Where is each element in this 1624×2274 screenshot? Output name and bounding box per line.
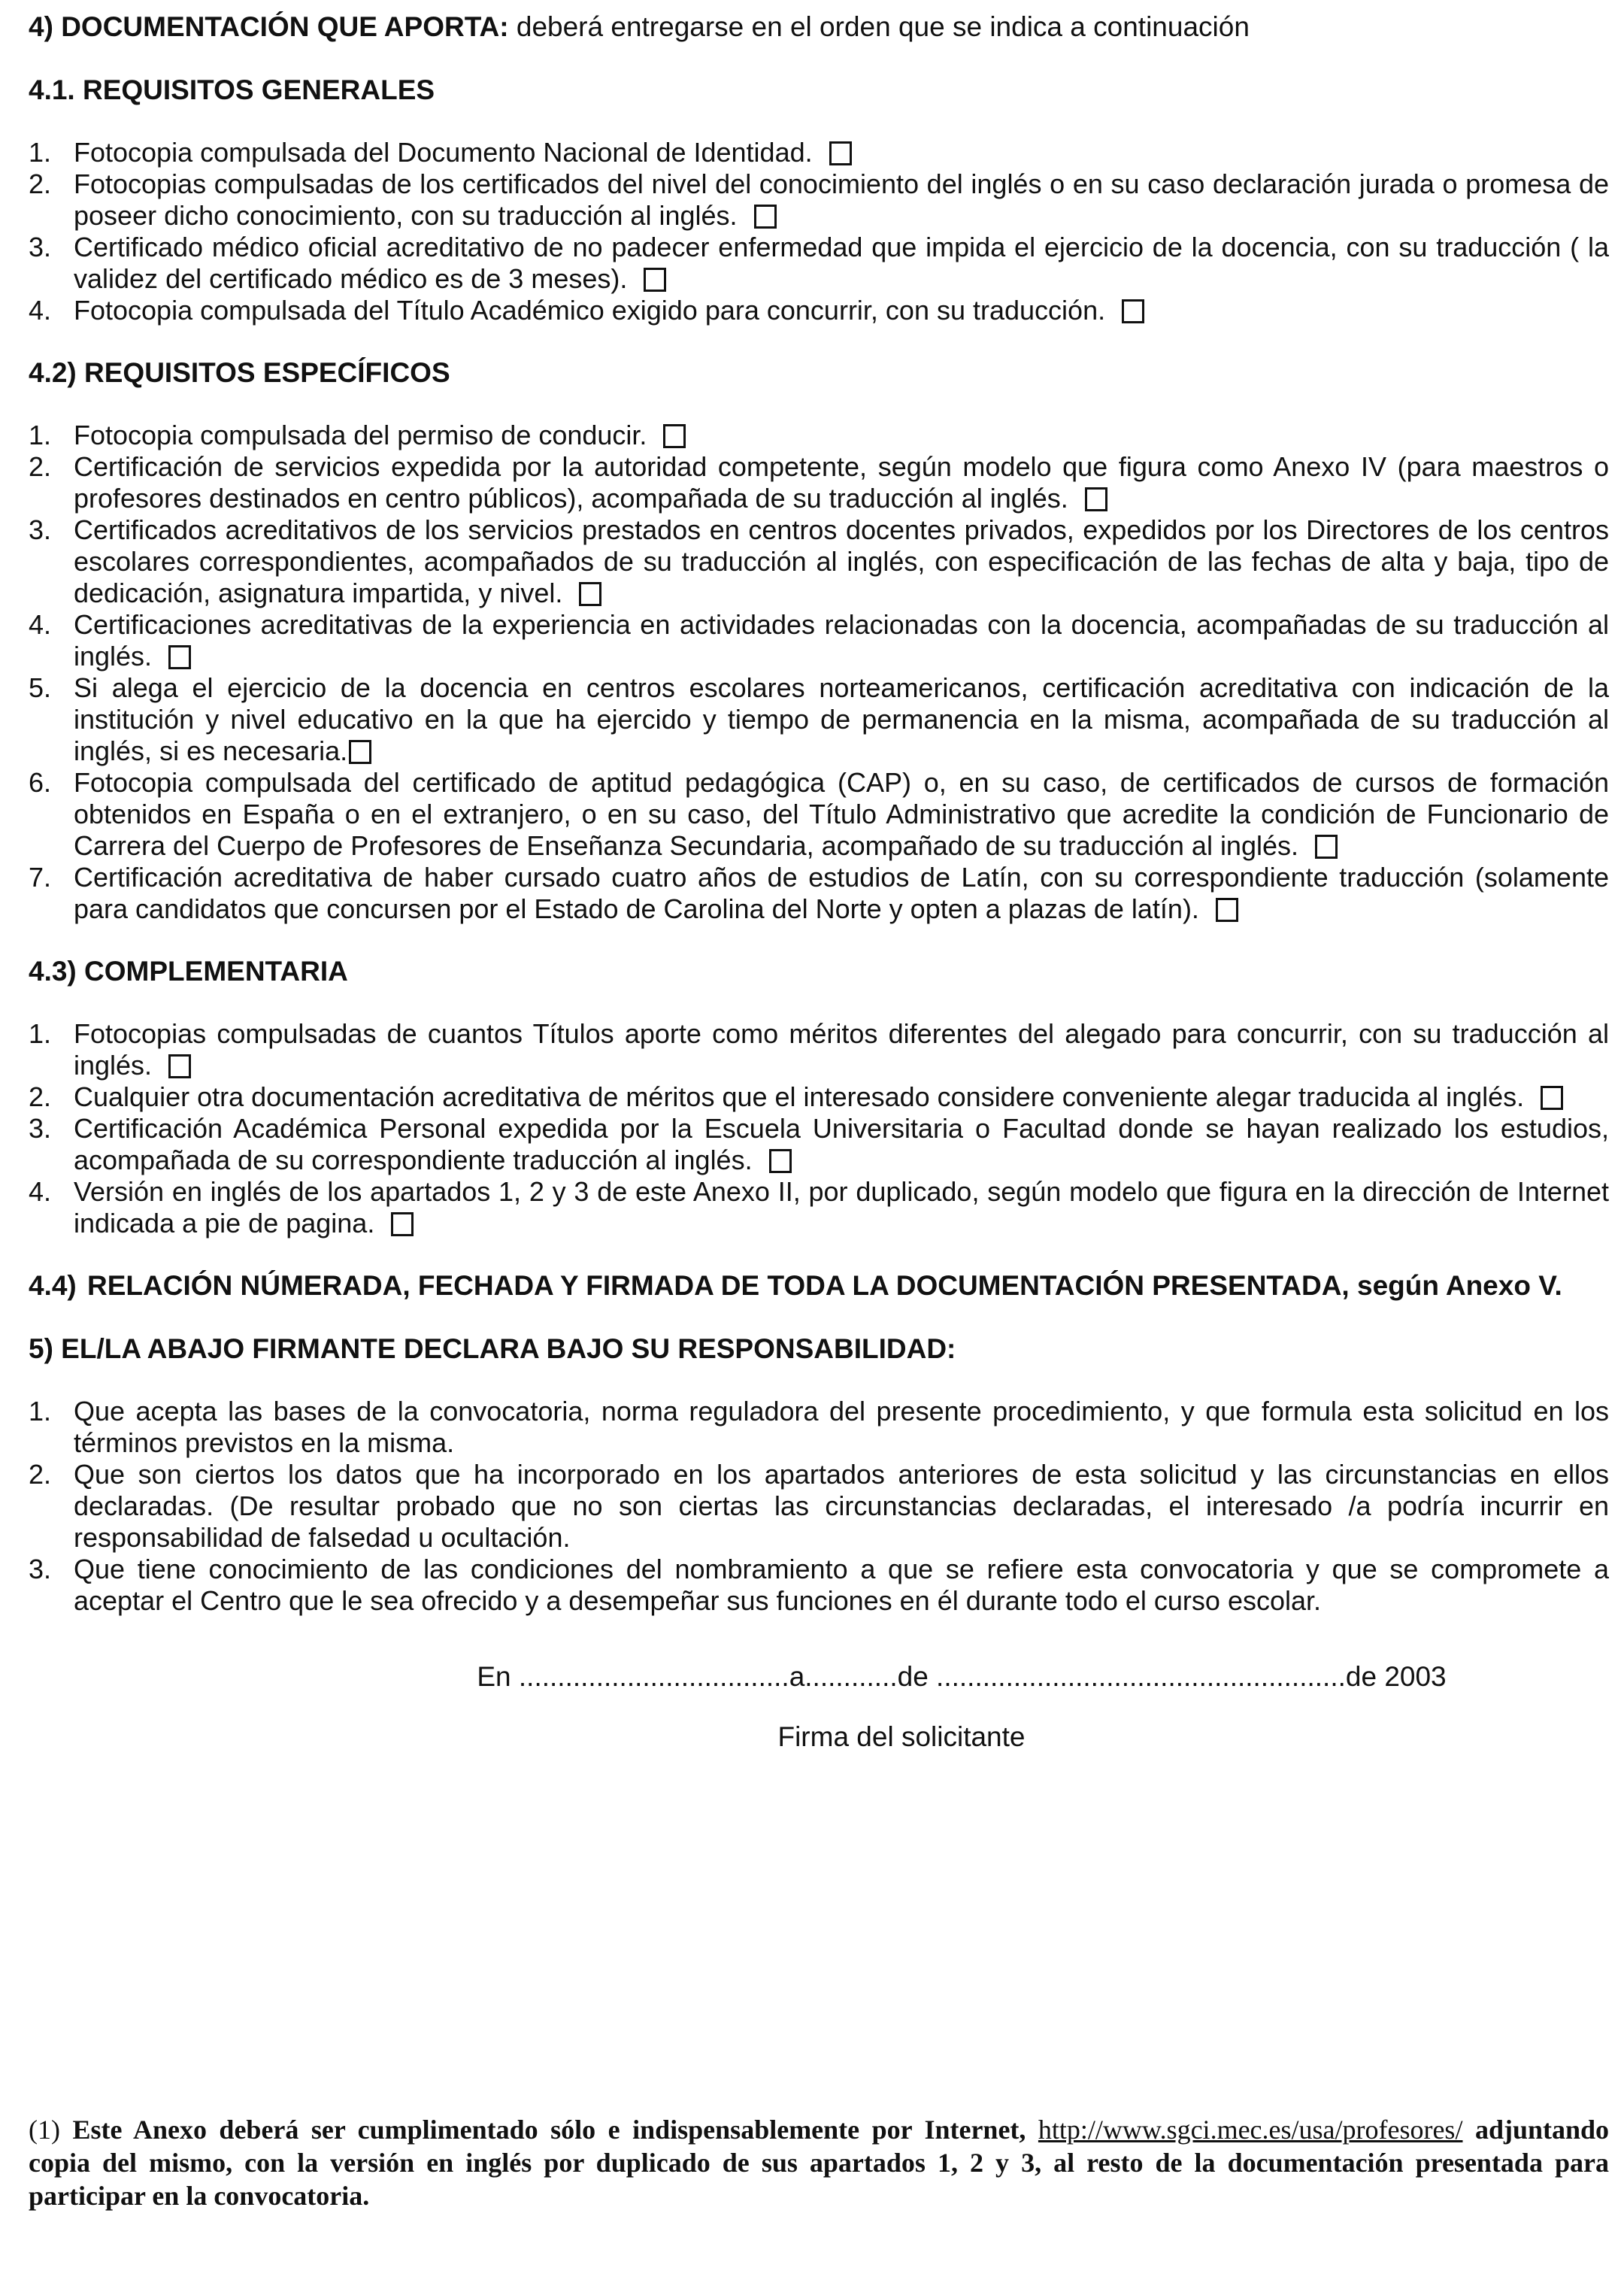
- item-number: 4.: [29, 295, 52, 326]
- checkbox[interactable]: [1085, 487, 1107, 511]
- item-number: 3.: [29, 232, 52, 262]
- item-number: 2.: [29, 1081, 52, 1112]
- item-number: 1.: [29, 420, 52, 450]
- list-item: [29, 1176, 1609, 1239]
- item-text: Fotocopia compulsada del Documento Nacional de Identidad.: [74, 137, 813, 168]
- checkbox[interactable]: [1541, 1086, 1563, 1110]
- item-text: Certificado médico oficial acreditativo de no padecer enfermedad que impida el ejercicio de la docencia, con su traducción ( la validez del certificado médico es de 3 meses).: [74, 232, 1609, 294]
- item-number: 2.: [29, 451, 52, 482]
- list-item: [29, 514, 1609, 609]
- checkbox[interactable]: [391, 1212, 414, 1236]
- list-item: [29, 1396, 1609, 1459]
- generales-list: [29, 137, 1609, 326]
- item-text: Si alega el ejercicio de la docencia en centros escolares norteamericanos, certificación acreditativa con indicación de la institución y nivel educativo en la que ha ejercido y tiempo de permanencia en la misma, acompañada de su traducción al inglés, si es necesaria.: [74, 672, 1609, 766]
- checkbox[interactable]: [1216, 898, 1238, 922]
- item-number: 1.: [29, 1018, 52, 1049]
- item-number: 7.: [29, 862, 52, 893]
- footnote: [29, 2113, 1609, 2212]
- item-text: Cualquier otra documentación acreditativa de méritos que el interesado considere conveniente alegar traducida al inglés.: [74, 1081, 1525, 1112]
- list-item: [29, 232, 1609, 295]
- list-item: [29, 767, 1609, 862]
- item-text: Certificación acreditativa de haber cursado cuatro años de estudios de Latín, con su correspondiente traducción (solamente para candidatos que concursen por el Estado de Carolina del Norte y opten a plazas de latín).: [74, 862, 1609, 924]
- list-item: [29, 420, 1609, 451]
- list-item: [29, 451, 1609, 514]
- list-item: [29, 862, 1609, 925]
- list-item: [29, 1081, 1609, 1113]
- footnote-marker: (1): [29, 2115, 60, 2145]
- relacion-heading: [29, 1269, 1609, 1302]
- signature-label: Firma del solicitante: [777, 1721, 1026, 1752]
- item-number: 3.: [29, 514, 52, 545]
- checkbox[interactable]: [1122, 299, 1144, 323]
- complementaria-heading: 4.3) COMPLEMENTARIA: [29, 956, 348, 987]
- checkbox[interactable]: [829, 141, 852, 165]
- section-4-number: 4): [29, 11, 53, 42]
- especificos-list: [29, 420, 1609, 925]
- checkbox[interactable]: [579, 582, 601, 606]
- checkbox[interactable]: [769, 1149, 792, 1173]
- item-text: Que son ciertos los datos que ha incorporado en los apartados anteriores de esta solicitud y las circunstancias en ellos declaradas. (De resultar probado que no son ciertas las circunstancias declaradas, el interesado /a podría incurrir en responsabilidad de falsedad u ocultación.: [74, 1459, 1609, 1553]
- relacion-text: RELACIÓN NÚMERADA, FECHADA Y FIRMADA DE TODA LA DOCUMENTACIÓN PRESENTADA, según Anexo V.: [87, 1270, 1562, 1301]
- declaracion-heading: 5) EL/LA ABAJO FIRMANTE DECLARA BAJO SU RESPONSABILIDAD:: [29, 1333, 956, 1364]
- section-4-subtitle: deberá entregarse en el orden que se indica a continuación: [516, 11, 1250, 42]
- footnote-link[interactable]: http://www.sgci.mec.es/usa/profesores/: [1038, 2115, 1463, 2145]
- item-number: 5.: [29, 672, 52, 703]
- item-text: Versión en inglés de los apartados 1, 2 y 3 de este Anexo II, por duplicado, según modelo que figura en la dirección de Internet indicada a pie de pagina.: [74, 1176, 1609, 1239]
- relacion-number: 4.4): [29, 1270, 77, 1301]
- item-number: 1.: [29, 137, 52, 168]
- checkbox[interactable]: [349, 740, 371, 764]
- checkbox[interactable]: [168, 645, 191, 669]
- item-text: Certificados acreditativos de los servicios prestados en centros docentes privados, expedidos por los Directores de los centros escolares correspondientes, acompañados de su traducción al inglés, con especificación de las fechas de alta y baja, tipo de dedicación, asignatura impartida, y nivel.: [74, 514, 1609, 608]
- item-number: 4.: [29, 609, 52, 640]
- item-text: Fotocopia compulsada del Título Académico exigido para concurrir, con su traducción.: [74, 295, 1106, 326]
- list-item: [29, 609, 1609, 672]
- list-item: [29, 1554, 1609, 1617]
- checkbox[interactable]: [644, 268, 666, 292]
- item-text: Certificación Académica Personal expedida por la Escuela Universitaria o Facultad donde se hayan realizado los estudios, acompañada de su correspondiente traducción al inglés.: [74, 1113, 1609, 1175]
- list-item: [29, 1113, 1609, 1176]
- list-item: [29, 137, 1609, 168]
- item-text: Certificaciones acreditativas de la experiencia en actividades relacionadas con la docencia, acompañadas de su traducción al inglés.: [74, 609, 1609, 672]
- item-text: Que acepta las bases de la convocatoria, norma reguladora del presente procedimiento, y que formula esta solicitud en los términos previstos en la misma.: [74, 1396, 1609, 1458]
- item-number: 3.: [29, 1554, 52, 1584]
- complementaria-list: [29, 1018, 1609, 1239]
- section-4-title: DOCUMENTACIÓN QUE APORTA:: [61, 11, 509, 42]
- item-number: 3.: [29, 1113, 52, 1144]
- checkbox[interactable]: [168, 1054, 191, 1078]
- checkbox[interactable]: [663, 424, 686, 448]
- item-number: 2.: [29, 168, 52, 199]
- list-item: [29, 295, 1609, 326]
- declaracion-list: [29, 1396, 1609, 1617]
- item-number: 6.: [29, 767, 52, 798]
- footnote-tail: adjuntando copia del mismo, con la versión en inglés por duplicado de sus apartados 1, 2 y 3, al resto de la documentación presentada para participar en la convocatoria.: [29, 2115, 1610, 2211]
- item-text: Certificación de servicios expedida por la autoridad competente, según modelo que figura como Anexo IV (para maestros o profesores destinados en centro públicos), acompañada de su traducción al inglés.: [74, 451, 1609, 514]
- checkbox[interactable]: [754, 205, 777, 229]
- generales-heading: 4.1. REQUISITOS GENERALES: [29, 74, 435, 105]
- list-item: [29, 1018, 1609, 1081]
- list-item: [29, 672, 1609, 767]
- especificos-heading: 4.2) REQUISITOS ESPECÍFICOS: [29, 357, 450, 388]
- item-number: 2.: [29, 1459, 52, 1490]
- date-line: En ...................................a............de .....................................................de 2003: [477, 1661, 1447, 1692]
- footnote-lead: Este Anexo deberá ser cumplimentado sólo e indispensablemente por Internet,: [72, 2115, 1026, 2145]
- section-4-heading: [29, 11, 1609, 44]
- item-text: Que tiene conocimiento de las condiciones del nombramiento a que se refiere esta convocatoria y que se compromete a aceptar el Centro que le sea ofrecido y a desempeñar sus funciones en él durante todo el curso escolar.: [74, 1554, 1609, 1616]
- item-text: Fotocopia compulsada del certificado de aptitud pedagógica (CAP) o, en su caso, de certificados de cursos de formación obtenidos en España o en el extranjero, o en su caso, del Título Administrativo que acredite la condición de Funcionario de Carrera del Cuerpo de Profesores de Enseñanza Secundaria, acompañado de su traducción al inglés.: [74, 767, 1609, 861]
- item-number: 1.: [29, 1396, 52, 1427]
- list-item: [29, 168, 1609, 232]
- list-item: [29, 1459, 1609, 1554]
- item-text: Fotocopia compulsada del permiso de conducir.: [74, 420, 647, 450]
- item-number: 4.: [29, 1176, 52, 1207]
- checkbox[interactable]: [1315, 835, 1338, 859]
- item-text: Fotocopias compulsadas de los certificados del nivel del conocimiento del inglés o en su caso declaración jurada o promesa de poseer dicho conocimiento, con su traducción al inglés.: [74, 168, 1609, 231]
- item-text: Fotocopias compulsadas de cuantos Títulos aporte como méritos diferentes del alegado para concurrir, con su traducción al inglés.: [74, 1018, 1609, 1081]
